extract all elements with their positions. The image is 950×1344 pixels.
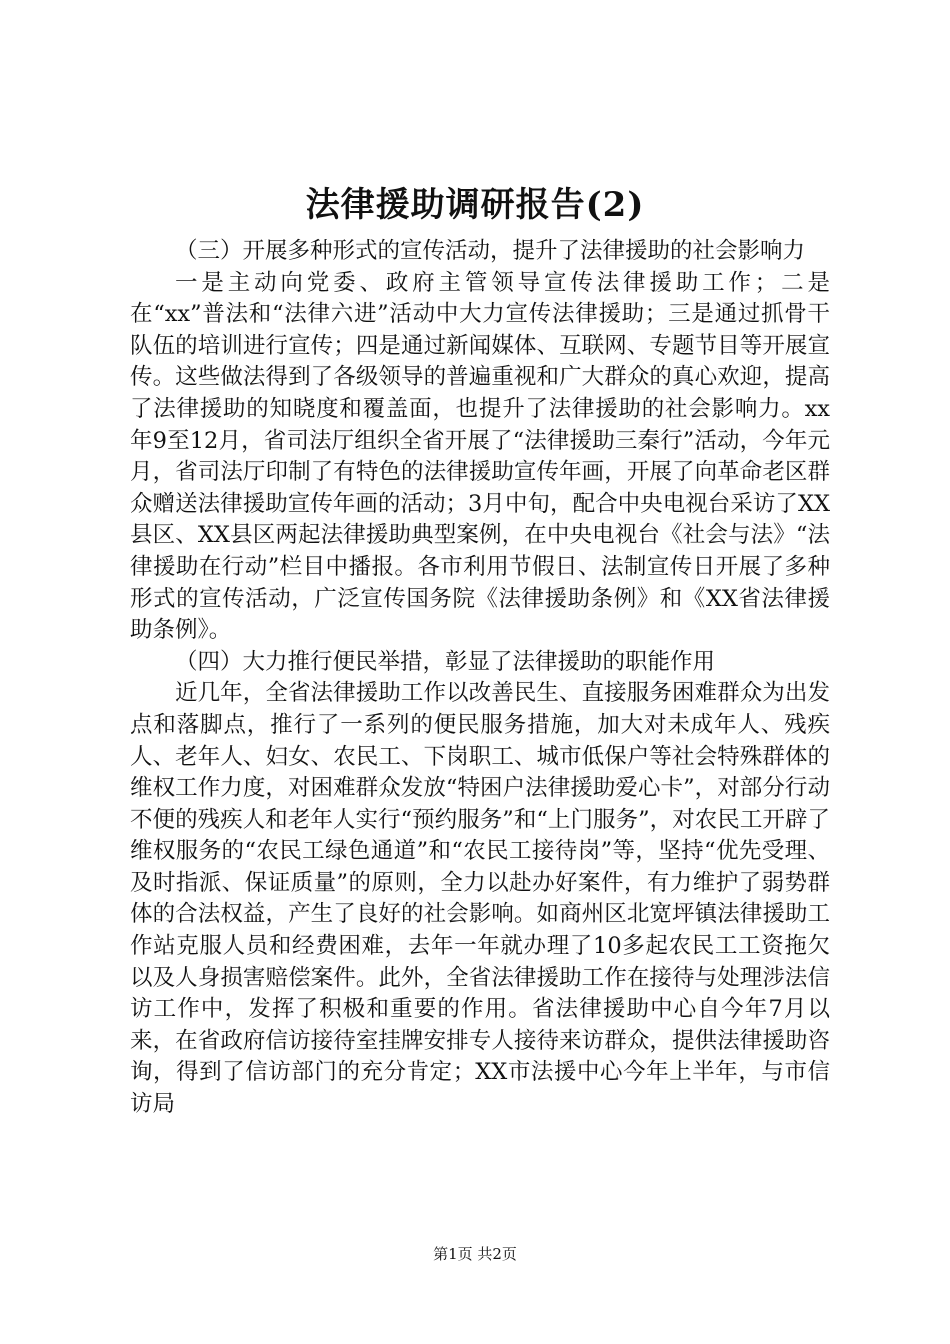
body-paragraph: 一是主动向党委、政府主管领导宣传法律援助工作；二是在“xx”普法和“法律六进”活动中大力宣传法律援助；三是通过抓骨干队伍的培训进行宣传；四是通过新闻媒体、互联网、专题节目等开展宣传。这些做法得到了各级领导的普遍重视和广大群众的真心欢迎，提高了法律援助的知晓度和覆盖面，也提升了法律援助的社会影响力。xx年9至12月，省司法厅组织全省开展了“法律援助三秦行”活动，今年元月，省司法厅印制了有特色的法律援助宣传年画，开展了向革命老区群众赠送法律援助宣传年画的活动；3月中旬，配合中央电视台采访了XX县区、XX县区两起法律援助典型案例，在中央电视台《社会与法》“法律援助在行动”栏目中播报。各市利用节假日、法制宣传日开展了多种形式的宣传活动，广泛宣传国务院《法律援助条例》和《XX省法律援助条例》。 xyxy=(130,269,830,644)
document-title: 法律援助调研报告(2) xyxy=(305,185,645,225)
document-body xyxy=(130,236,830,1121)
body-paragraph: 近几年，全省法律援助工作以改善民生、直接服务困难群众为出发点和落脚点，推行了一系列的便民服务措施，加大对未成年人、残疾人、老年人、妇女、农民工、下岗职工、城市低保户等社会特殊群体的维权工作力度，对困难群众发放“特困户法律援助爱心卡”，对部分行动不便的残疾人和老年人实行“预约服务”和“上门服务”，对农民工开辟了维权服务的“农民工绿色通道”和“农民工接待岗”等，坚持“优先受理、及时指派、保证质量”的原则，全力以赴办好案件，有力维护了弱势群体的合法权益，产生了良好的社会影响。如商州区北宽坪镇法律援助工作站克服人员和经费困难，去年一年就办理了10多起农民工工资拖欠以及人身损害赔偿案件。此外，全省法律援助工作在接待与处理涉法信访工作中，发挥了积极和重要的作用。省法律援助中心自今年7月以来，在省政府信访接待室挂牌安排专人接待来访群众，提供法律援助咨询，得到了信访部门的充分肯定；XX市法援中心今年上半年，与市信访局 xyxy=(130,680,830,1118)
section-heading-4: （四）大力推行便民举措，彰显了法律援助的职能作用 xyxy=(175,648,716,675)
page-footer: 第1页 共2页 xyxy=(433,1245,517,1263)
section-heading-3: （三）开展多种形式的宣传活动，提升了法律援助的社会影响力 xyxy=(175,238,806,264)
